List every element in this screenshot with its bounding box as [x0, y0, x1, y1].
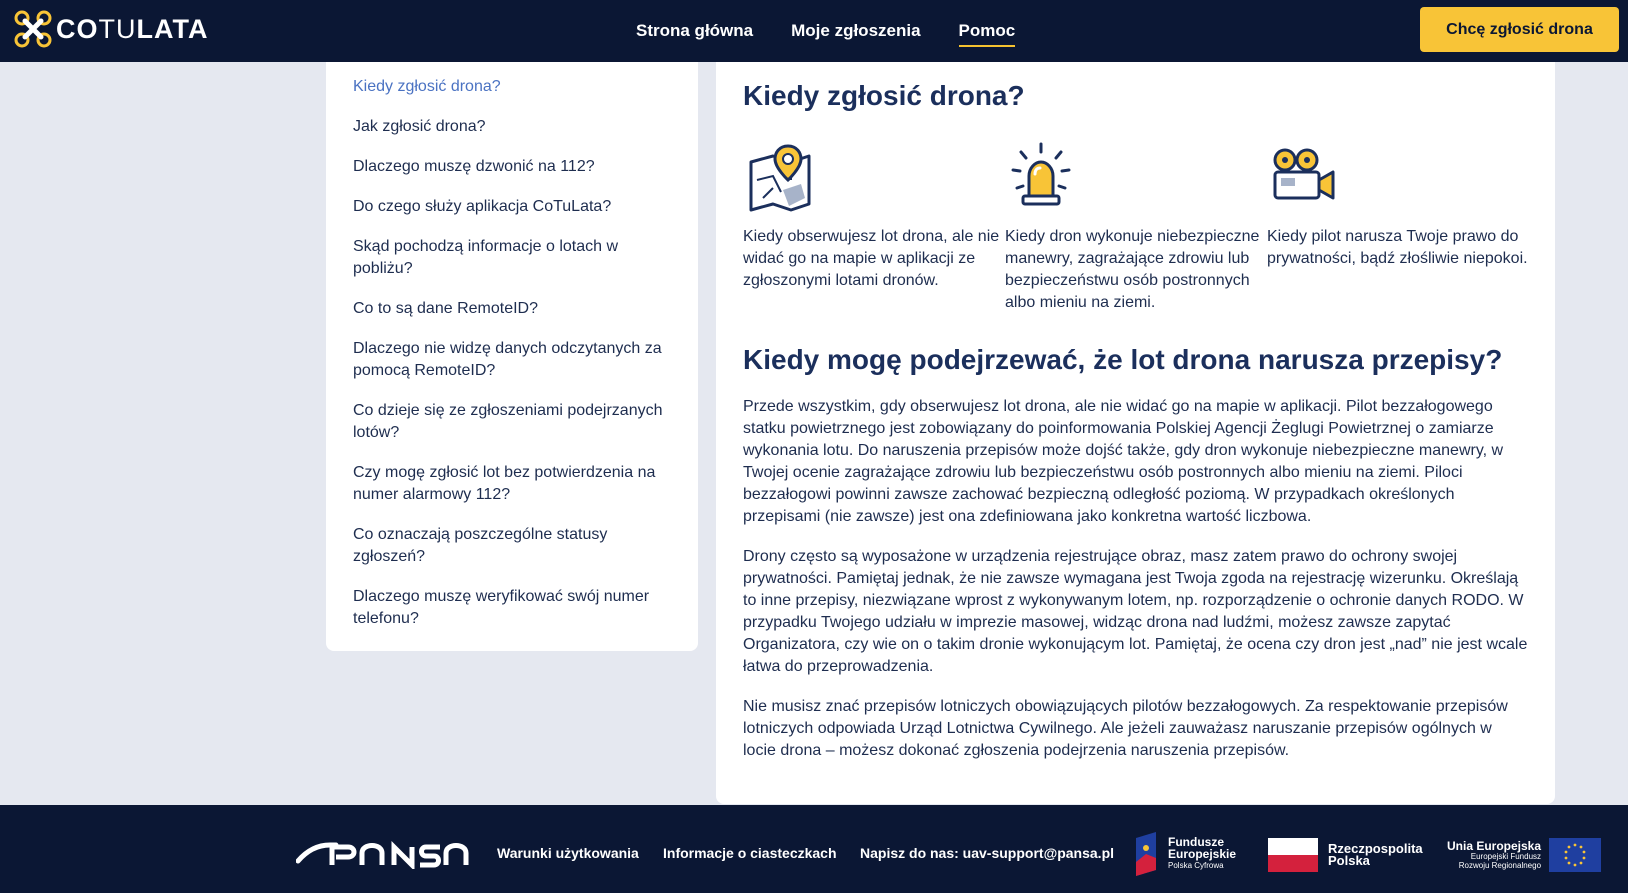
eu-logo	[1447, 838, 1601, 872]
logo-wordmark: COTULATA	[56, 13, 209, 44]
terms-link[interactable]: Warunki użytkowania	[497, 845, 639, 861]
alarm-light-icon	[1005, 140, 1077, 218]
reasons-cards	[743, 140, 1529, 314]
fe-flag-icon	[1134, 832, 1158, 876]
sidebar-item-why-112[interactable]: Dlaczego muszę dzwonić na 112?	[353, 158, 595, 175]
ue-line1: Unia Europejska	[1447, 838, 1542, 853]
cookies-link[interactable]: Informacje o ciasteczkach	[663, 845, 837, 861]
sidebar-item-remoteid[interactable]: Co to są dane RemoteID?	[353, 300, 538, 317]
sidebar-item-how-report[interactable]: Jak zgłosić drona?	[353, 118, 486, 135]
sidebar-item-no-remoteid-data[interactable]: Dlaczego nie widzę danych odczytanych za pomocą RemoteID?	[353, 340, 662, 379]
paragraph: Nie musisz znać przepisów lotniczych obowiązujących pilotów bezzałogowych. Za respektowanie przepisów lotniczych odpowiada Urząd Lotnictwa Cywilnego. Ale jeżeli zauważasz naruszanie przepisów ogólnych w locie drona – możesz dokonać zgłoszenia podejrzenia naruszenia przepisów.	[743, 698, 1508, 759]
ue-line2: Europejski Fundusz	[1470, 851, 1542, 861]
fe-line1: Fundusze	[1168, 835, 1224, 849]
reason-card	[1005, 140, 1267, 314]
nav-home[interactable]: Strona główna	[636, 21, 754, 40]
sidebar-item-app-purpose[interactable]: Do czego służy aplikacja CoTuLata?	[353, 198, 612, 215]
reason-card	[1267, 140, 1529, 314]
page-title: Kiedy zgłosić drona?	[743, 80, 1025, 111]
video-camera-icon	[1267, 140, 1339, 218]
reason-text: Kiedy dron wykonuje niebezpieczne manewry, zagrażające zdrowiu lub bezpieczeństwu osób postronnych albo mieniu na ziemi.	[1005, 228, 1260, 311]
contact-link[interactable]: Napisz do nas: uav-support@pansa.pl	[860, 845, 1115, 861]
map-pin-icon	[743, 140, 815, 218]
fe-line3: Polska Cyfrowa	[1168, 861, 1224, 870]
reason-card	[743, 140, 1005, 314]
faq-content	[716, 52, 1555, 804]
rzeczpospolita-logo	[1268, 838, 1423, 872]
paragraph: Drony często są wyposażone w urządzenia rejestrujące obraz, masz zatem prawo do ochrony swojej prywatności. Pamiętaj jednak, że nie zawsze wymagana jest Twoja zgoda na rejestrację wizerunku. Określają to inne przepisy, niezwiązane wprost z wykonywanym lotem, np. rozporządzenie o ochronie danych RODO. W przypadku Twojego udziału w imprezie masowej, widząc drona nad ludźmi, możesz zawsze zapytać Organizatora, czy wie on o takim dronie wykonującym lot. Pamiętaj, że ocena czy dron jest „nad” nie jest wcale łatwa do przeprowadzenia.	[743, 548, 1528, 675]
eu-flag-icon	[1549, 838, 1601, 872]
sidebar-item-report-handling[interactable]: Co dzieje się ze zgłoszeniami podejrzanych lotów?	[353, 402, 663, 441]
sidebar-item-verify-phone[interactable]: Dlaczego muszę weryfikować swój numer telefonu?	[353, 588, 650, 627]
main-nav	[636, 0, 1053, 62]
fundusze-europejskie-logo	[1134, 832, 1236, 876]
sidebar-item-report-without-112[interactable]: Czy mogę zgłosić lot bez potwierdzenia na numer alarmowy 112?	[353, 464, 656, 503]
rp-line2: Polska	[1328, 853, 1370, 868]
section-heading: Kiedy mogę podejrzewać, że lot drona narusza przepisy?	[743, 344, 1503, 375]
nav-my-reports[interactable]: Moje zgłoszenia	[791, 21, 921, 40]
cotulata-logo[interactable]	[14, 10, 208, 48]
fe-line2: Europejskie	[1168, 847, 1237, 861]
report-drone-button[interactable]: Chcę zgłosić drona	[1420, 7, 1619, 52]
drone-logo-icon	[14, 10, 52, 48]
reason-text: Kiedy obserwujesz lot drona, ale nie widać go na mapie w aplikacji ze zgłoszonymi lotami dronów.	[743, 228, 1000, 289]
sidebar-item-statuses[interactable]: Co oznaczają poszczególne statusy zgłoszeń?	[353, 526, 608, 565]
polish-flag-icon	[1268, 838, 1318, 872]
ue-line3: Rozwoju Regionalnego	[1458, 860, 1542, 870]
rp-line1: Rzeczpospolita	[1328, 841, 1423, 856]
sidebar-item-when-report[interactable]: Kiedy zgłosić drona?	[353, 78, 501, 95]
sidebar-item-flight-info-source[interactable]: Skąd pochodzą informacje o lotach w pobliżu?	[353, 238, 619, 277]
nav-help[interactable]: Pomoc	[958, 21, 1016, 40]
faq-sidebar	[326, 52, 698, 651]
pansa-logo[interactable]	[296, 839, 470, 869]
top-navbar	[0, 0, 1628, 62]
paragraph: Przede wszystkim, gdy obserwujesz lot drona, ale nie widać go na mapie w aplikacji. Pilot bezzałogowego statku powietrznego jest zobowiązany do poinformowania Polskiej Agencji Żeglugi Powietrznej o zamiarze wykonania lotu. Do naruszenia przepisów może dojść także, gdy dron wykonuje niebezpieczne manewry, w Twojej ocenie zagrażające zdrowiu lub bezpieczeństwu osób postronnych albo mieniu na ziemi. Piloci bezzałogowi powinni zawsze zachować bezpieczną odległość poziomą. W przypadkach określonych przepisami (nie zawsze) jest ona zdefiniowana jako konkretna wartość liczbowa.	[743, 398, 1504, 525]
reason-text: Kiedy pilot narusza Twoje prawo do prywatności, bądź złośliwie niepokoi.	[1267, 228, 1528, 267]
